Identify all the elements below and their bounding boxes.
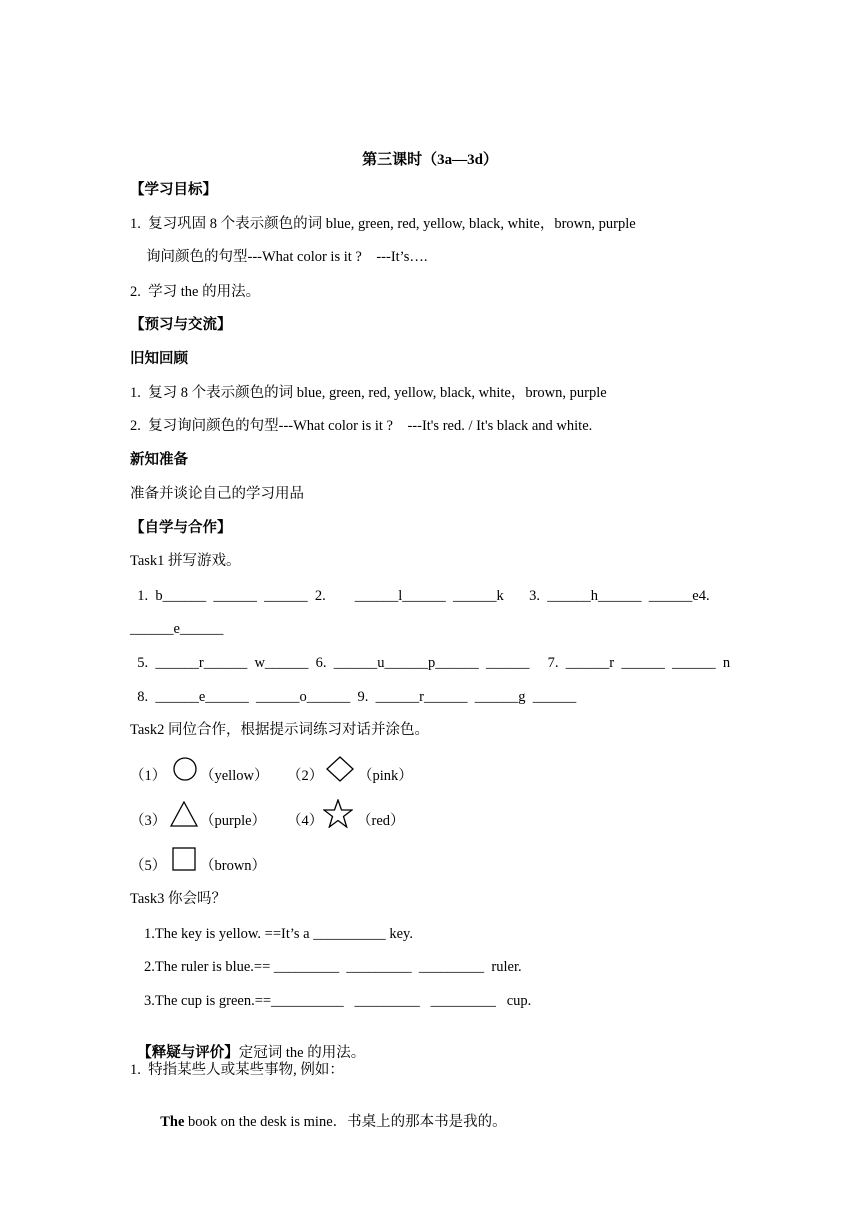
goals-header: 【学习目标】 [130,182,217,198]
circle-shape-icon [172,756,198,782]
new-knowledge-header: 新知准备 [130,452,188,468]
self-study-header: 【自学与合作】 [130,520,232,536]
task2-item-5-hint: （brown） [200,858,267,874]
review-2: 2. 复习询问颜色的句型---What color is it ? ---It's red. / It's black and white. [130,418,593,434]
task2-title: Task2 同位合作，根据提示词练习对话并涂色。 [130,722,430,738]
goal-1: 1. 复习巩固 8 个表示颜色的词 blue, green, red, yellow, black, white，brown, purple [130,216,636,232]
task2-item-4-num: （4） [287,813,324,829]
review-1: 1. 复习 8 个表示颜色的词 blue, green, red, yellow, black, white，brown, purple [130,385,607,401]
task2-item-1-num: （1） [130,768,167,784]
new-knowledge-text: 准备并谈论自己的学习用品 [130,486,304,502]
task1-line-1: 1. b______ ______ ______ 2. ______l______ ______k 3. ______h______ ______e4. [130,588,710,604]
task2-item-2-num: （2） [287,768,324,784]
task3-item-3: 3.The cup is green.==__________ _________ _________ cup. [144,993,532,1009]
square-shape-icon [172,847,196,871]
review-header: 旧知回顾 [130,351,188,367]
triangle-shape-icon [170,801,198,827]
example-rest: book on the desk is mine．书桌上的那本书是我的。 [184,1114,507,1130]
goal-1b: 询问颜色的句型---What color is it ? ---It’s…. [146,249,428,265]
task2-item-5-num: （5） [130,858,167,874]
task3-item-1: 1.The key is yellow. ==It’s a __________ key. [144,926,413,942]
star-shape-icon [323,799,353,828]
task3-item-2: 2.The ruler is blue.== _________ _________ _________ ruler. [144,959,522,975]
task2-item-3-num: （3） [130,813,167,829]
diamond-shape-icon [326,756,354,782]
task2-item-1-hint: （yellow） [200,768,269,784]
task2-item-3-hint: （purple） [200,813,267,829]
evaluation-text: 定冠词 the 的用法。 [238,1045,366,1061]
example-article: The [160,1114,185,1130]
task1-line-4: 8. ______e______ ______o______ 9. ______r______ ______g ______ [130,689,577,705]
page-title: 第三课时（3a—3d） [362,152,498,168]
task2-item-2-hint: （pink） [358,768,413,784]
evaluation-item-1: 1. 特指某些人或某些事物, 例如： [130,1062,344,1078]
evaluation-header: 【释疑与评价】 [137,1045,239,1061]
task1-line-2: ______e______ [130,621,224,637]
task1-line-3: 5. ______r______ w______ 6. ______u______p______ ______ 7. ______r ______ ______ n [130,655,731,671]
evaluation-line [130,1026,365,1062]
example-sentence [153,1095,507,1131]
goal-2: 2. 学习 the 的用法。 [130,284,261,300]
task2-item-4-hint: （red） [357,813,405,829]
preview-header: 【预习与交流】 [130,317,232,333]
task3-title: Task3 你会吗？ [130,891,227,907]
task1-title: Task1 拼写游戏。 [130,553,241,569]
